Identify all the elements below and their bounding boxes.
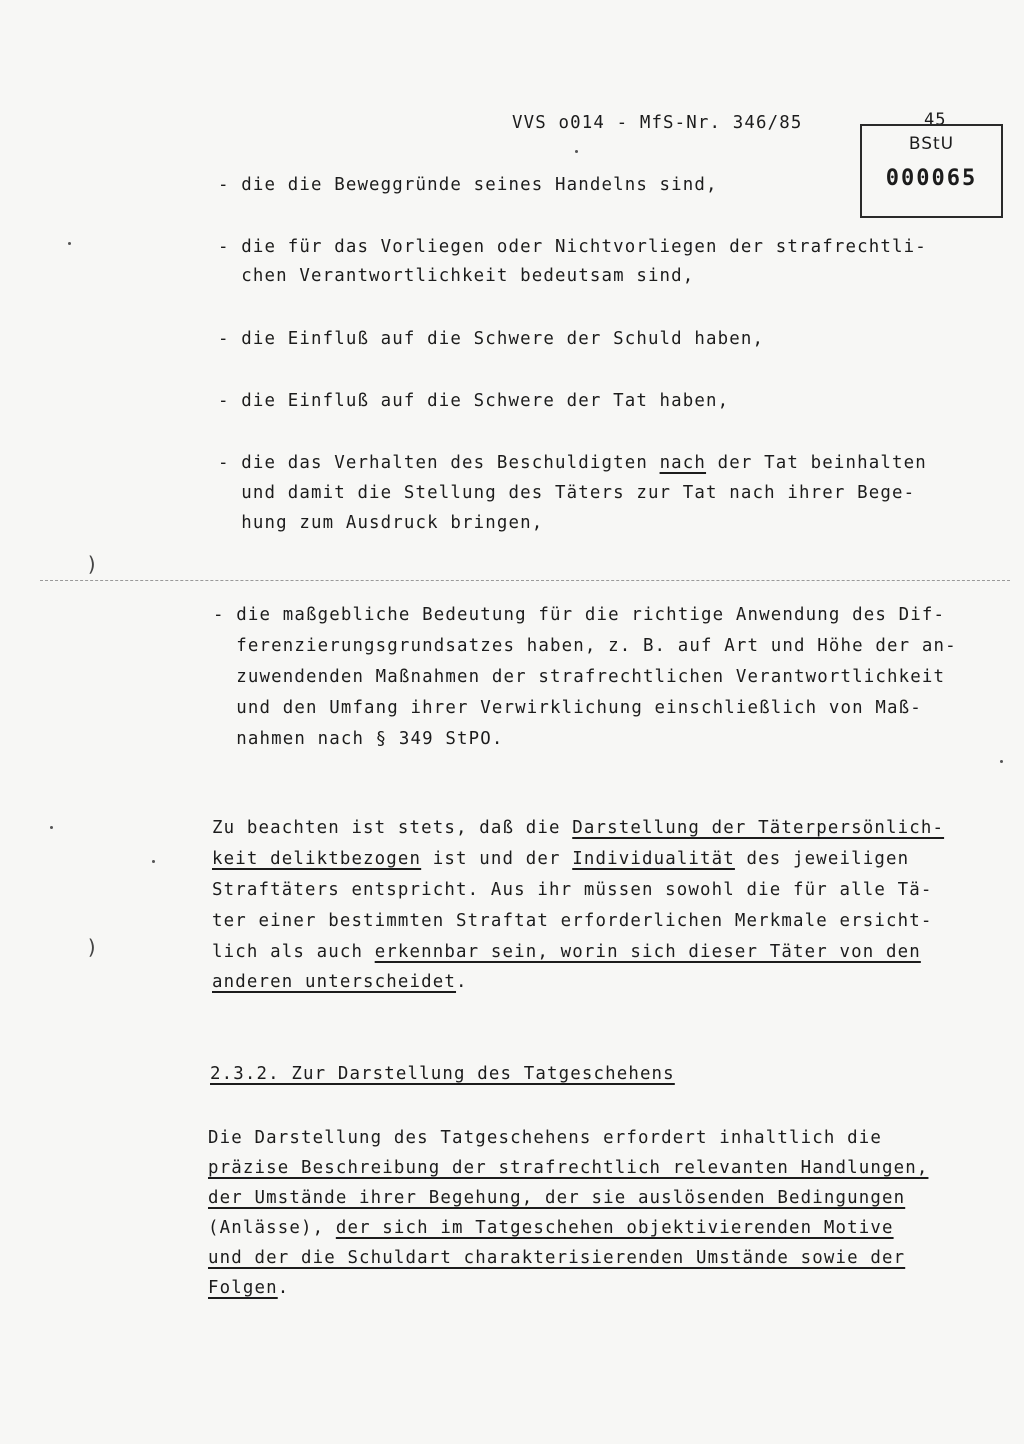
- bullet-3-line-1: - die Einfluß auf die Schwere der Schuld haben,: [218, 329, 765, 349]
- paragraph-2-line-2: präzise Beschreibung der strafrechtlich relevanten Handlungen,: [208, 1158, 929, 1178]
- scan-speck: [50, 826, 53, 829]
- p2-text-a: (Anlässe),: [208, 1218, 336, 1238]
- bullet-6-line-2: ferenzierungsgrundsatzes haben, z. B. auf Art und Höhe der an-: [213, 636, 957, 656]
- bullet-2-line-2: chen Verantwortlichkeit bedeutsam sind,: [218, 266, 695, 286]
- paragraph-1-line-4: ter einer bestimmten Straftat erforderlichen Merkmale ersicht-: [212, 911, 933, 931]
- paragraph-2-line-3: der Umstände ihrer Begehung, der sie auslösenden Bedingungen: [208, 1188, 906, 1208]
- paragraph-1-line-6: [212, 972, 468, 992]
- p1-emphasis-d: erkennbar sein, worin sich dieser Täter von den: [374, 942, 921, 962]
- bullet-2-line-1: - die für das Vorliegen oder Nichtvorliegen der strafrechtli-: [218, 237, 927, 257]
- page-number: 45: [924, 110, 947, 130]
- p1-text-e: .: [456, 972, 468, 992]
- paragraph-1-line-1: [212, 818, 944, 838]
- p1-text-c: des jeweiligen: [734, 849, 910, 869]
- bullet-1-line-1: - die die Beweggründe seines Handelns sind,: [218, 175, 718, 195]
- paragraph-2-line-1: Die Darstellung des Tatgeschehens erfordert inhaltlich die: [208, 1128, 882, 1148]
- stamp-number: 000065: [885, 166, 978, 191]
- p1-emphasis-b: keit deliktbezogen: [212, 849, 422, 869]
- bullet-6-line-3: zuwendenden Maßnahmen der strafrechtlichen Verantwortlichkeit: [213, 667, 946, 687]
- p1-emphasis-c: Individualität: [572, 849, 735, 869]
- bullet-5-line-1: [218, 453, 927, 473]
- bullet-5-text-b: der Tat beinhalten: [706, 453, 927, 473]
- paragraph-1-line-3: Straftäters entspricht. Aus ihr müssen sowohl die für alle Tä-: [212, 880, 933, 900]
- p1-text-b: ist und der: [421, 849, 573, 869]
- margin-bracket-2: ): [86, 935, 99, 959]
- bullet-5-emphasis: nach: [659, 453, 707, 473]
- scan-speck: [1000, 760, 1003, 763]
- scan-speck: [152, 860, 155, 863]
- paragraph-1-line-5: [212, 942, 921, 962]
- bullet-6-line-4: und den Umfang ihrer Verwirklichung einschließlich von Maß-: [213, 698, 922, 718]
- bullet-5-text-a: - die das Verhalten des Beschuldigten: [218, 453, 660, 473]
- p1-emphasis-a: Darstellung der Täterpersönlich-: [572, 818, 945, 838]
- p1-text-a: Zu beachten ist stets, daß die: [212, 818, 573, 838]
- p2-text-b: .: [277, 1278, 290, 1298]
- archive-stamp: [860, 124, 1003, 218]
- scan-speck: [68, 242, 71, 245]
- bullet-5-line-2: und damit die Stellung des Täters zur Tat nach ihrer Bege-: [218, 483, 916, 503]
- p1-emphasis-e: anderen unterscheidet: [212, 972, 457, 992]
- stamp-label: BStU: [908, 134, 955, 154]
- p2-emphasis-a: der sich im Tatgeschehen objektivierenden Motive: [335, 1218, 894, 1238]
- bullet-6-line-5: nahmen nach § 349 StPO.: [213, 729, 504, 749]
- margin-bracket-1: ): [86, 552, 99, 576]
- paragraph-2-line-6: [208, 1278, 289, 1298]
- document-reference: VVS o014 - MfS-Nr. 346/85: [512, 113, 803, 133]
- scan-speck: [575, 150, 578, 153]
- paragraph-2-line-5: und der die Schuldart charakterisierenden Umstände sowie der: [208, 1248, 906, 1268]
- p1-text-d: lich als auch: [212, 942, 375, 962]
- section-heading: 2.3.2. Zur Darstellung des Tatgeschehens: [210, 1064, 675, 1084]
- bullet-5-line-3: hung zum Ausdruck bringen,: [218, 513, 544, 533]
- bullet-4-line-1: - die Einfluß auf die Schwere der Tat haben,: [218, 391, 730, 411]
- bullet-6-line-1: - die maßgebliche Bedeutung für die richtige Anwendung des Dif-: [213, 605, 946, 625]
- paragraph-2-line-4: [208, 1218, 894, 1238]
- scan-fold-line: [40, 580, 1010, 581]
- p2-emphasis-b: Folgen: [208, 1278, 278, 1298]
- paragraph-1-line-2: [212, 849, 909, 869]
